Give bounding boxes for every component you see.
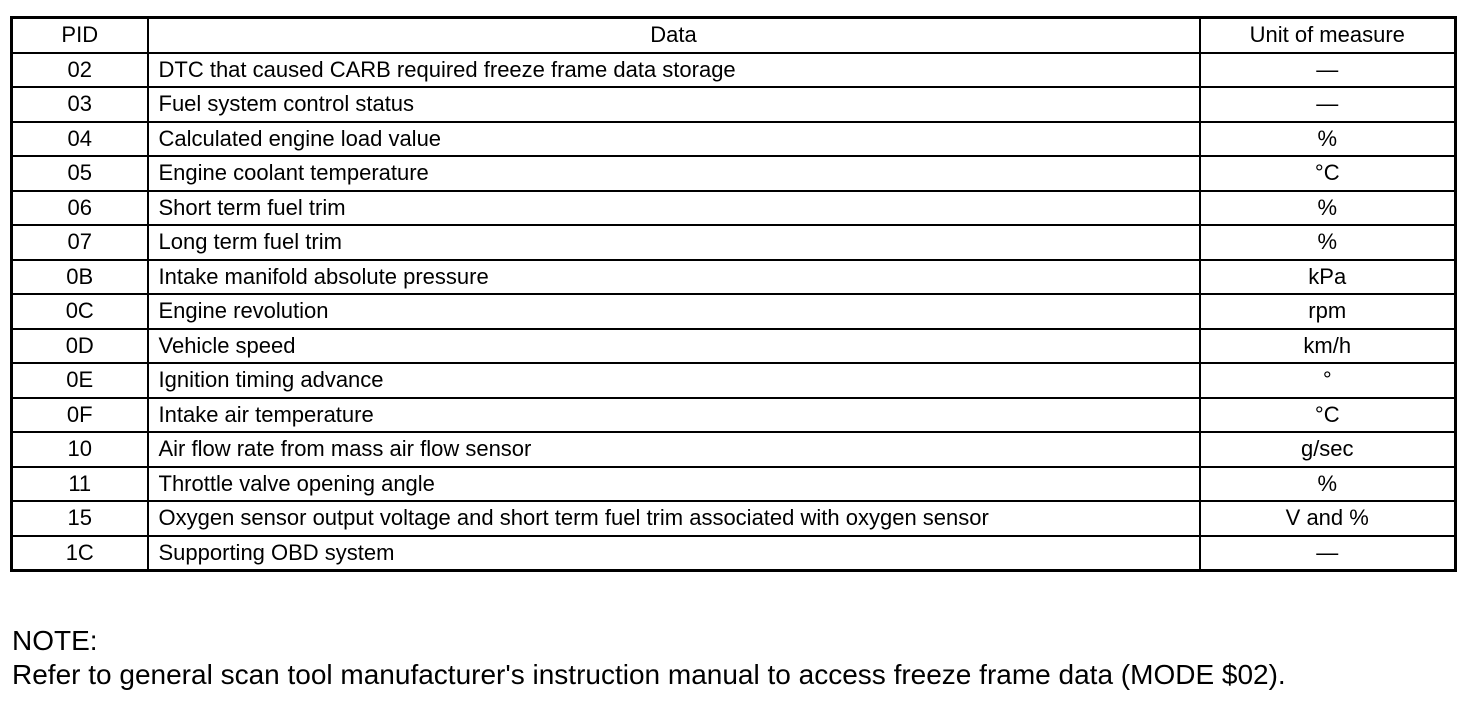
- data-cell: Vehicle speed: [148, 329, 1200, 364]
- data-cell: Intake air temperature: [148, 398, 1200, 433]
- data-cell: DTC that caused CARB required freeze frame data storage: [148, 53, 1200, 88]
- table-row: [12, 156, 1456, 191]
- unit-cell: °: [1200, 363, 1456, 398]
- unit-cell: km/h: [1200, 329, 1456, 364]
- data-cell: Air flow rate from mass air flow sensor: [148, 432, 1200, 467]
- pid-cell: 07: [12, 225, 148, 260]
- table-row: [12, 191, 1456, 226]
- unit-cell: %: [1200, 122, 1456, 157]
- table-row: [12, 329, 1456, 364]
- pid-cell: 0E: [12, 363, 148, 398]
- pid-cell: 0C: [12, 294, 148, 329]
- table-row: [12, 260, 1456, 295]
- pid-cell: 10: [12, 432, 148, 467]
- pid-cell: 0D: [12, 329, 148, 364]
- table-row: [12, 536, 1456, 571]
- pid-cell: 0B: [12, 260, 148, 295]
- unit-cell: V and %: [1200, 501, 1456, 536]
- data-cell: Throttle valve opening angle: [148, 467, 1200, 502]
- data-cell: Intake manifold absolute pressure: [148, 260, 1200, 295]
- data-cell: Oxygen sensor output voltage and short term fuel trim associated with oxygen sensor: [148, 501, 1200, 536]
- table-row: [12, 467, 1456, 502]
- unit-cell: g/sec: [1200, 432, 1456, 467]
- pid-cell: 06: [12, 191, 148, 226]
- table-row: [12, 432, 1456, 467]
- data-cell: Supporting OBD system: [148, 536, 1200, 571]
- unit-cell: %: [1200, 467, 1456, 502]
- data-cell: Engine revolution: [148, 294, 1200, 329]
- data-cell: Ignition timing advance: [148, 363, 1200, 398]
- unit-cell: %: [1200, 225, 1456, 260]
- note-heading: NOTE:: [12, 625, 98, 656]
- data-cell: Long term fuel trim: [148, 225, 1200, 260]
- unit-cell: —: [1200, 536, 1456, 571]
- pid-cell: 1C: [12, 536, 148, 571]
- table-row: [12, 87, 1456, 122]
- data-cell: Fuel system control status: [148, 87, 1200, 122]
- pid-cell: 02: [12, 53, 148, 88]
- unit-cell: —: [1200, 53, 1456, 88]
- unit-cell: %: [1200, 191, 1456, 226]
- pid-cell: 05: [12, 156, 148, 191]
- unit-cell: °C: [1200, 156, 1456, 191]
- data-cell: Engine coolant temperature: [148, 156, 1200, 191]
- unit-cell: rpm: [1200, 294, 1456, 329]
- table-row: [12, 53, 1456, 88]
- pid-cell: 0F: [12, 398, 148, 433]
- pid-cell: 11: [12, 467, 148, 502]
- pid-cell: 15: [12, 501, 148, 536]
- note-text: Refer to general scan tool manufacturer's instruction manual to access freeze frame data (MODE $02).: [12, 659, 1286, 690]
- note-block: [12, 624, 1286, 692]
- header-pid: PID: [12, 18, 148, 53]
- pid-cell: 04: [12, 122, 148, 157]
- unit-cell: —: [1200, 87, 1456, 122]
- unit-cell: kPa: [1200, 260, 1456, 295]
- data-cell: Short term fuel trim: [148, 191, 1200, 226]
- table-row: [12, 122, 1456, 157]
- table-header-row: [12, 18, 1456, 53]
- header-unit: Unit of measure: [1200, 18, 1456, 53]
- header-data: Data: [148, 18, 1200, 53]
- table-row: [12, 225, 1456, 260]
- unit-cell: °C: [1200, 398, 1456, 433]
- table-row: [12, 501, 1456, 536]
- table-row: [12, 294, 1456, 329]
- table-row: [12, 363, 1456, 398]
- table-row: [12, 398, 1456, 433]
- data-cell: Calculated engine load value: [148, 122, 1200, 157]
- pid-cell: 03: [12, 87, 148, 122]
- freeze-frame-pid-table: [10, 16, 1457, 572]
